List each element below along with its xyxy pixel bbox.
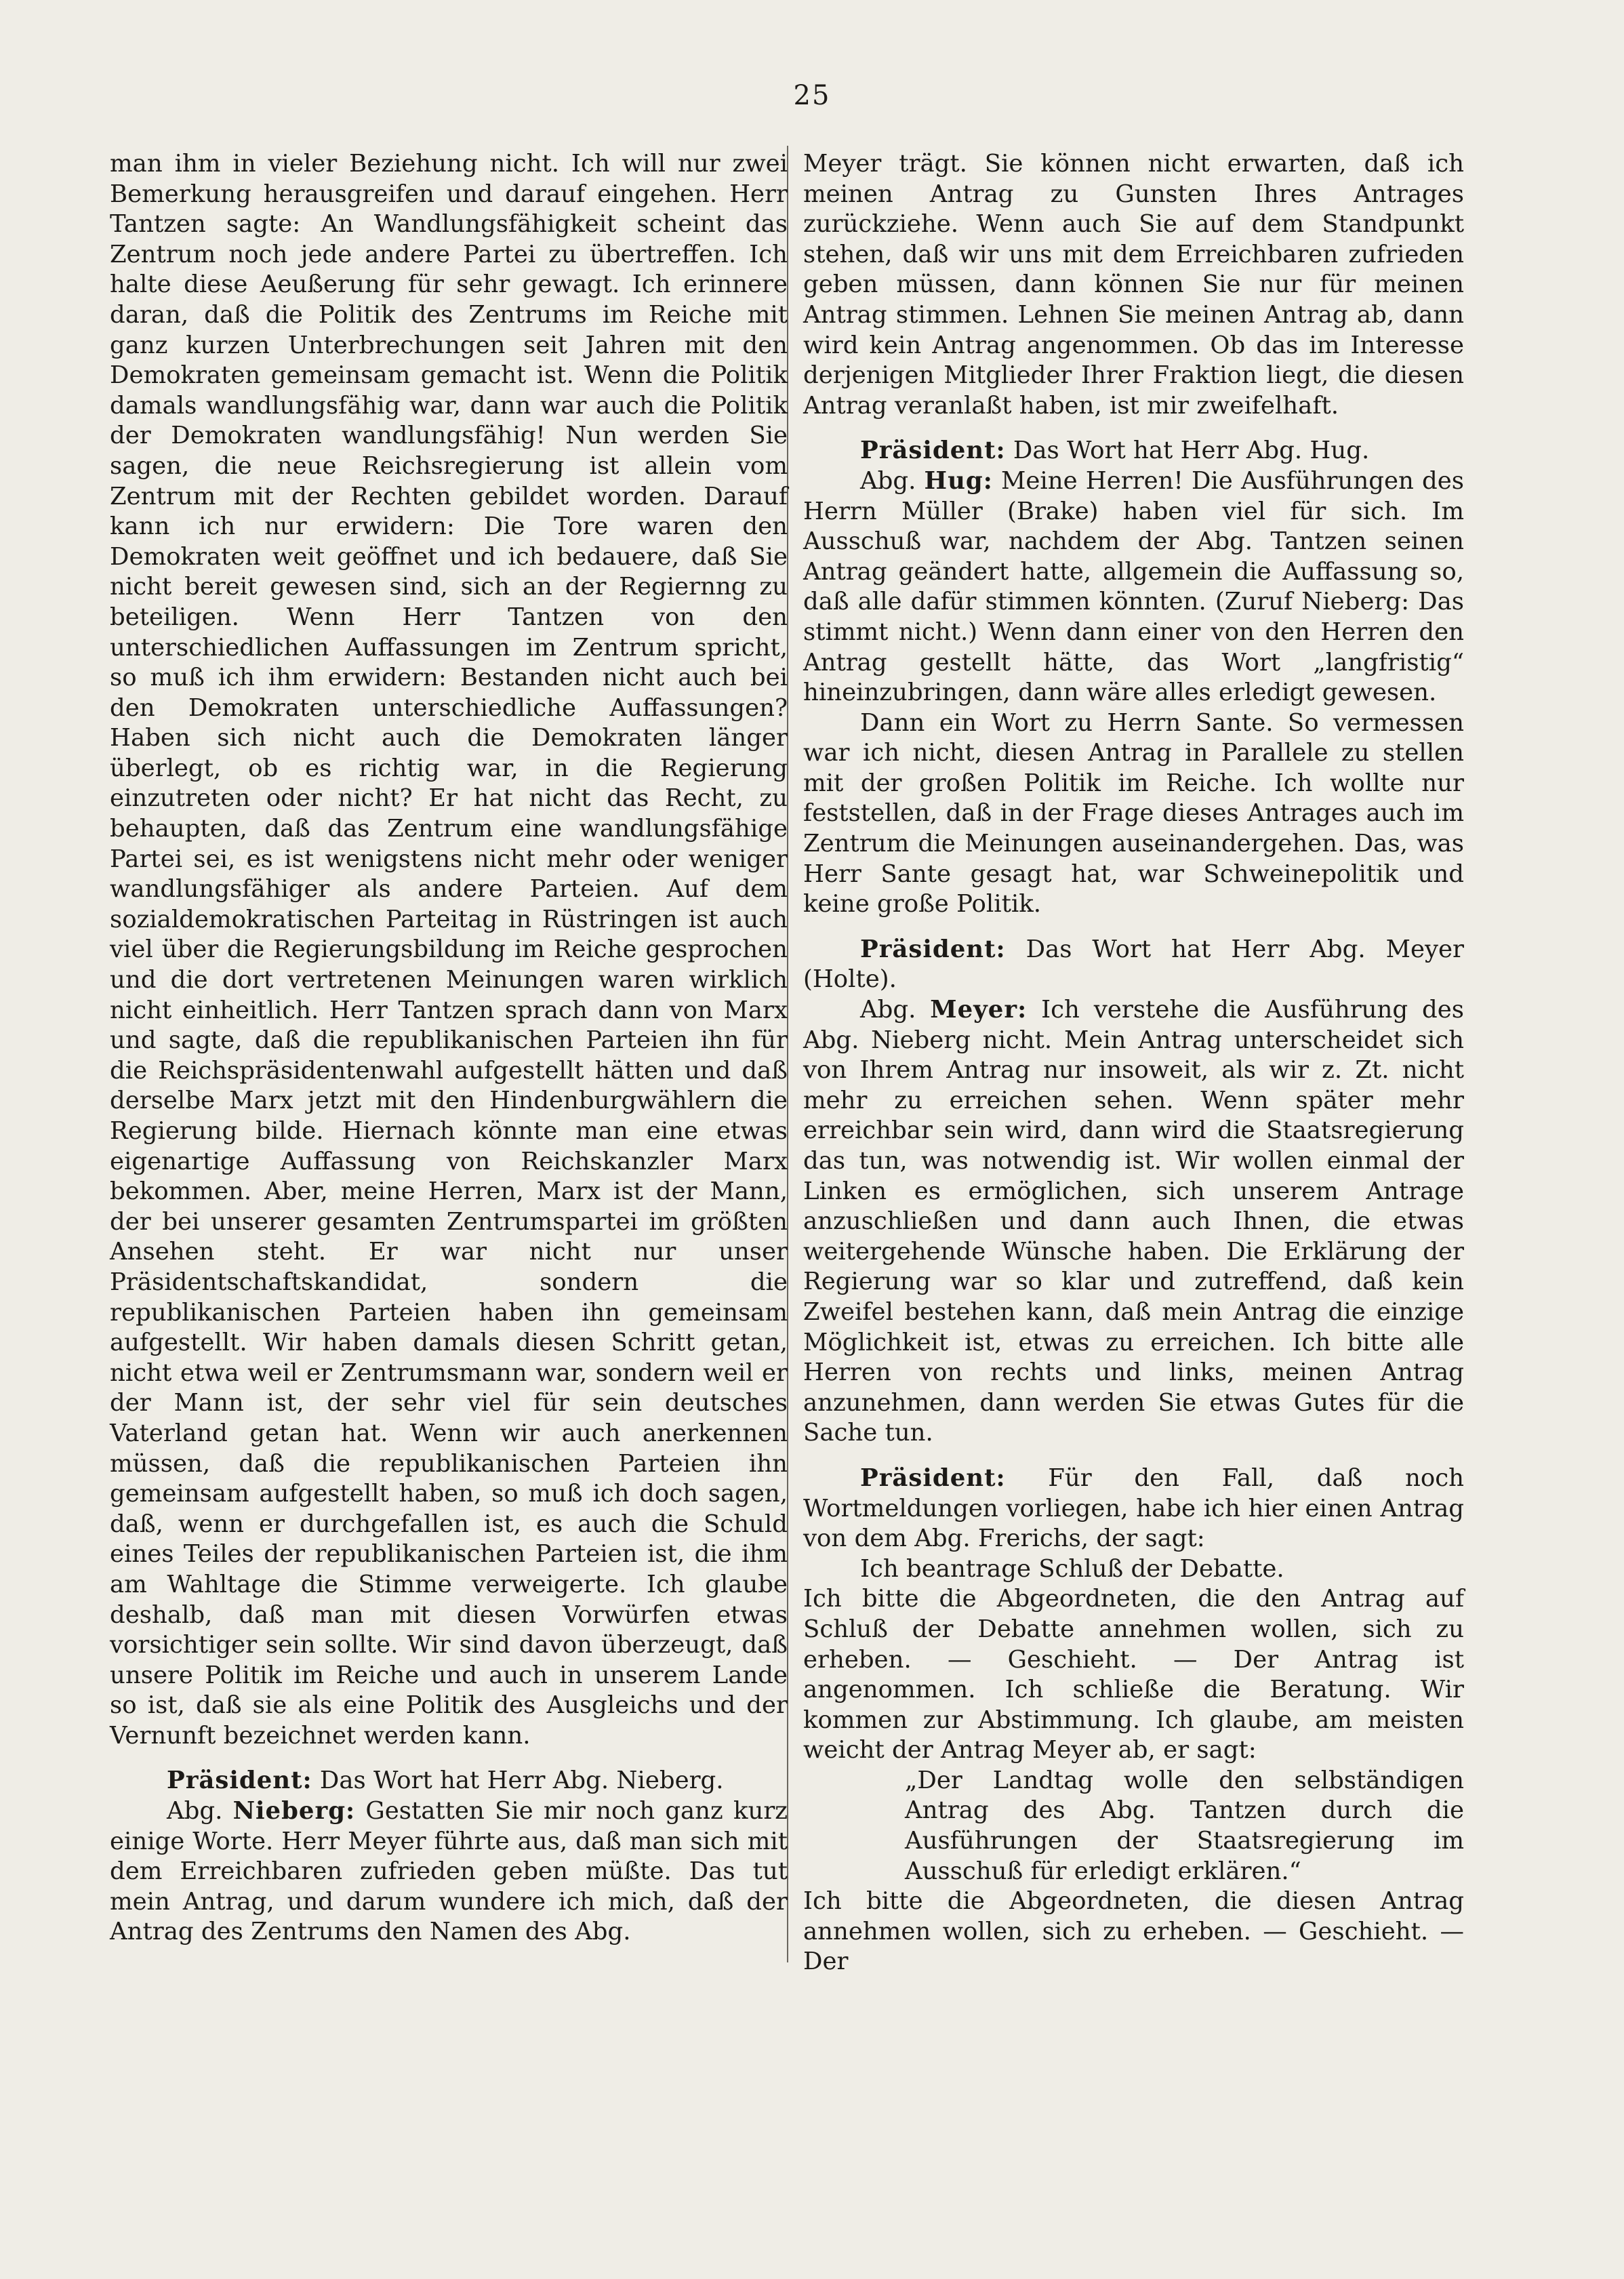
speaker-label: Präsident:	[860, 1464, 1006, 1492]
speech-text: Meine Herren! Die Ausführungen des Herrn Müller (Brake) haben viel für sich. Im Ausschuß war, nachdem der Abg. Tantzen seinen Antrag geändert hatte, allgemein die Auffassung so, daß alle dafür stimmen könnten. (Zuruf Nieberg: Das stimmt nicht.) Wenn dann einer von den Herren den Antrag gestellt hätte, das Wort „langfristig“ hineinzubringen, dann wäre alles erledigt gewesen.	[803, 466, 1464, 707]
paragraph: Ich bitte die Abgeordneten, die den Antrag auf Schluß der Debatte annehmen wollen, sich zu erheben. — Geschieht. — Der Antrag ist angenommen. Ich schließe die Beratung. Wir kommen zur Abstimmung. Ich glaube, am meisten weicht der Antrag Meyer ab, er sagt:	[803, 1585, 1464, 1764]
speaker-label: Präsident:	[167, 1767, 312, 1795]
speech-president	[803, 935, 1464, 995]
left-column	[110, 149, 788, 1948]
paragraph: Meyer trägt. Sie können nicht erwarten, daß ich meinen Antrag zu Gunsten Ihres Antrages zurückziehe. Wenn auch Sie auf dem Standpunkt stehen, daß wir uns mit dem Erreichbaren zufrieden geben müssen, dann können Sie nur für meinen Antrag stimmen. Lehnen Sie meinen Antrag ab, dann wird kein Antrag angenommen. Ob das im Interesse derjenigen Mitglieder Ihrer Fraktion liegt, die diesen Antrag veranlaßt haben, ist mir zweifelhaft.	[803, 150, 1464, 420]
speech-president	[110, 1766, 788, 1796]
speech-president	[803, 1464, 1464, 1554]
speech-president	[803, 436, 1464, 466]
speech-text: Ich verstehe die Ausführung des Abg. Nieberg nicht. Mein Antrag unterscheidet sich von Ihrem Antrag nur insoweit, als wir z. Zt. nicht mehr zu erreichen sehen. Wenn später mehr erreichbar sein wird, dann wird die Staatsregierung das tun, was notwendig ist. Wir wollen einmal der Linken es ermöglichen, sich unserem Antrage anzuschließen und dann auch Ihnen, die etwas weitergehende Wünsche haben. Die Erklärung der Regierung war so klar und zutreffend, daß kein Zweifel bestehen kann, daß mein Antrag die einzige Möglichkeit ist, etwas zu erreichen. Ich bitte alle Herren von rechts und links, meinen Antrag anzunehmen, dann werden Sie etwas Gutes für die Sache tun.	[803, 996, 1464, 1447]
speech-text: Das Wort hat Herr Abg. Hug.	[1013, 437, 1370, 465]
paragraph: Ich bitte die Abgeordneten, die diesen Antrag annehmen wollen, sich zu erheben. — Geschieht. — Der	[803, 1887, 1464, 1976]
right-column	[803, 149, 1464, 1977]
speech-nieberg	[110, 1796, 788, 1948]
speaker-prefix: Abg.	[167, 1797, 223, 1826]
speaker-label: Meyer:	[930, 996, 1028, 1024]
speech-text: Das Wort hat Herr Abg. Nieberg.	[319, 1767, 724, 1795]
page-number: 25	[793, 80, 831, 111]
speaker-prefix: Abg.	[860, 996, 916, 1024]
motion-text: Ich beantrage Schluß der Debatte.	[860, 1554, 1284, 1583]
speech-text: Für den Fall, daß noch Wortmeldungen vorliegen, habe ich hier einen Antrag von dem Abg. Frerichs, der sagt:	[803, 1464, 1464, 1553]
quoted-motion: „Der Landtag wolle den selbständigen Antrag des Abg. Tantzen durch die Ausführungen der Staatsregierung im Ausschuß für erledigt erklären.“	[905, 1766, 1464, 1885]
speech-text: Gestatten Sie mir noch ganz kurz einige Worte. Herr Meyer führte aus, daß man sich mit dem Erreichbaren zufrieden geben müßte. Das tut mein Antrag, und darum wundere ich mich, daß der Antrag des Zentrums den Namen des Abg.	[110, 1797, 788, 1946]
speaker-label: Präsident:	[860, 437, 1006, 465]
paragraph: Dann ein Wort zu Herrn Sante. So vermessen war ich nicht, diesen Antrag in Parallele zu stellen mit der großen Politik im Reiche. Ich wollte nur feststellen, daß in der Frage dieses Antrages auch im Zentrum die Meinungen auseinandergehen. Das, was Herr Sante gesagt hat, war Schweinepolitik und keine große Politik.	[803, 708, 1464, 919]
speaker-prefix: Abg.	[860, 466, 916, 495]
speech-meyer	[803, 995, 1464, 1449]
speaker-label: Präsident:	[860, 935, 1006, 963]
speaker-label: Nieberg:	[232, 1797, 356, 1826]
speech-text: Das Wort hat Herr Abg. Meyer (Holte).	[803, 935, 1464, 994]
speaker-label: Hug:	[924, 466, 993, 495]
paragraph: man ihm in vieler Beziehung nicht. Ich will nur zwei Bemerkung herausgreifen und darauf eingehen. Herr Tantzen sagte: An Wandlungsfähigkeit scheint das Zentrum noch jede andere Partei zu übertreffen. Ich halte diese Aeußerung für sehr gewagt. Ich erinnere daran, daß die Politik des Zentrums im Reiche mit ganz kurzen Unterbrechungen seit Jahren mit den Demokraten gemeinsam gemacht ist. Wenn die Politik damals wandlungsfähig war, dann war auch die Politik der Demokraten wandlungsfähig! Nun werden Sie sagen, die neue Reichsregierung ist allein vom Zentrum mit der Rechten gebildet worden. Darauf kann ich nur erwidern: Die Tore waren den Demokraten weit geöffnet und ich bedauere, daß Sie nicht bereit gewesen sind, sich an der Regiernng zu beteiligen. Wenn Herr Tantzen von den unterschiedlichen Auffassungen im Zentrum spricht, so muß ich ihm erwidern: Bestanden nicht auch bei den Demokraten unterschiedliche Auffassungen? Haben sich nicht auch die Demokraten länger überlegt, ob es richtig war, in die Regierung einzutreten oder nicht? Er hat nicht das Recht, zu behaupten, daß das Zentrum eine wandlungsfähige Partei sei, es ist wenigstens nicht mehr oder weniger wandlungsfähiger als andere Parteien. Auf dem sozialdemokratischen Parteitag in Rüstringen ist auch viel über die Regierungsbildung im Reiche gesprochen und die dort vertretenen Meinungen waren wirklich nicht einheitlich. Herr Tantzen sprach dann von Marx und sagte, daß die republikanischen Parteien ihn für die Reichspräsidentenwahl aufgestellt hätten und daß derselbe Marx jetzt mit den Hindenburgwählern die Regierung bilde. Hiernach könnte man eine etwas eigenartige Auffassung von Reichskanzler Marx bekommen. Aber, meine Herren, Marx ist der Mann, der bei unserer gesamten Zentrumspartei im größten Ansehen steht. Er war nicht nur unser Präsidentschaftskandidat, sondern die republikanischen Parteien haben ihn gemeinsam aufgestellt. Wir haben damals diesen Schritt getan, nicht etwa weil er Zentrumsmann war, sondern weil er der Mann ist, der sehr viel für sein deutsches Vaterland getan hat. Wenn wir auch anerkennen müssen, daß die republikanischen Parteien ihn gemeinsam aufgestellt haben, so muß ich doch sagen, daß, wenn er durchgefallen ist, es auch die Schuld eines Teiles der republikanischen Parteien ist, die ihm am Wahltage die Stimme verweigerte. Ich glaube deshalb, daß man mit diesen Vorwürfen etwas vorsichtiger sein sollte. Wir sind davon überzeugt, daß unsere Politik im Reiche und auch in unserem Lande so ist, daß sie als eine Politik des Ausgleichs und der Vernunft bezeichnet werden kann.	[110, 150, 788, 1750]
speech-hug	[803, 466, 1464, 708]
